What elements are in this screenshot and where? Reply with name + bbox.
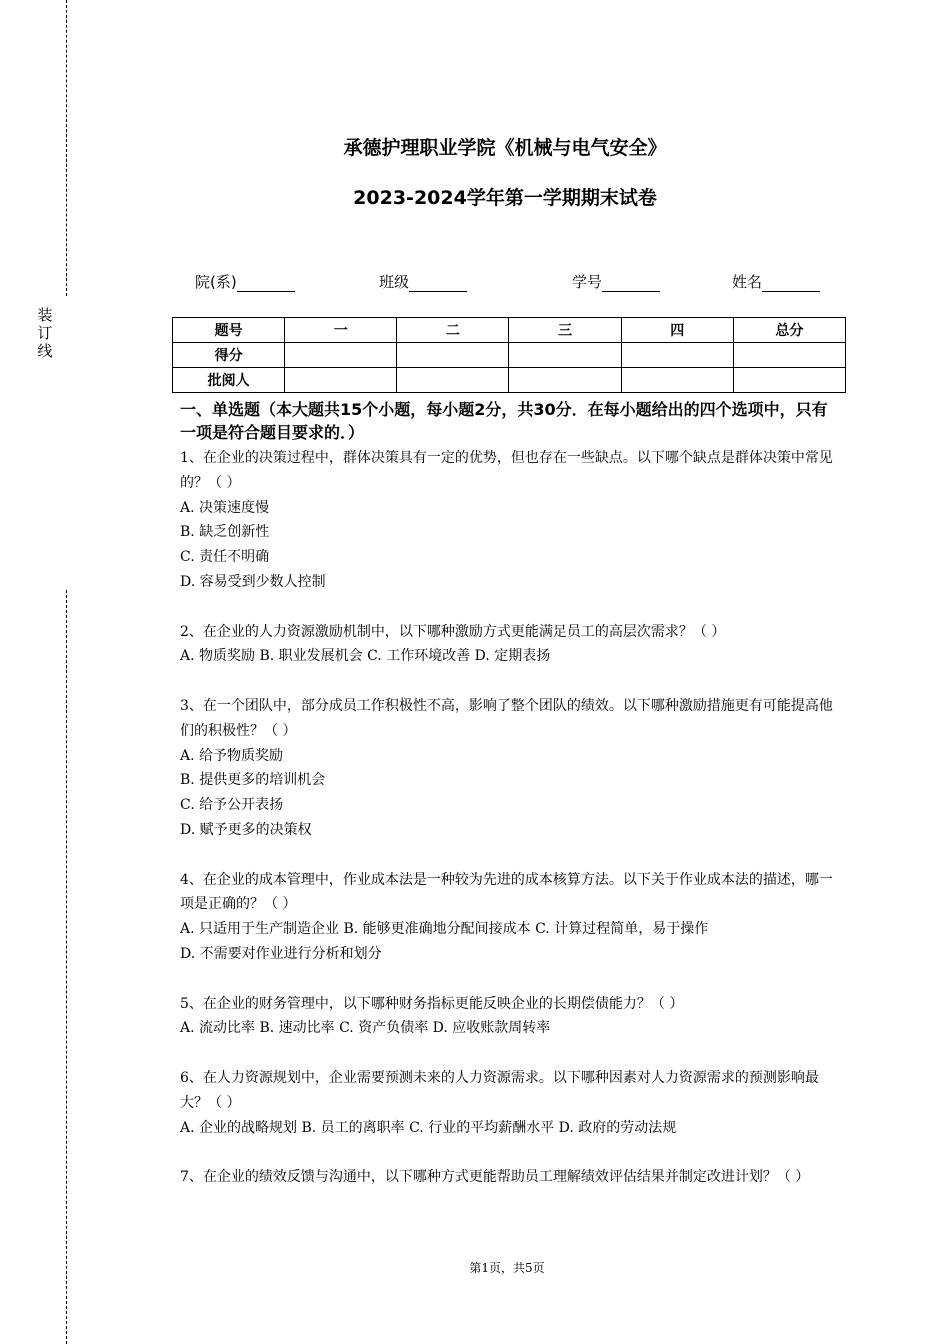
student-id-label: 学号	[572, 273, 603, 291]
question-option: A. 流动比率 B. 速动比率 C. 资产负债率 D. 应收账款周转率	[180, 1020, 551, 1037]
score-cell	[621, 368, 733, 393]
college-field	[195, 271, 295, 292]
score-table-header-row	[173, 318, 846, 343]
question-option: C. 给予公开表扬	[180, 797, 284, 814]
question-item	[180, 446, 840, 595]
question-option: D. 容易受到少数人控制	[180, 573, 326, 590]
question-item	[180, 694, 840, 843]
question-option: D. 赋予更多的决策权	[180, 821, 312, 838]
question-stem: 7、在企业的绩效反馈与沟通中，以下哪种方式更能帮助员工理解绩效评估结果并制定改进计划？（ ）	[180, 1169, 810, 1186]
name-field	[732, 271, 820, 292]
binding-label: 装订线	[37, 306, 53, 360]
question-option: B. 提供更多的培训机会	[180, 772, 326, 789]
section-heading: 一、单选题（本大题共15个小题，每小题2分，共30分．在每小题给出的四个选项中，只有一项是符合题目要求的．）	[180, 400, 828, 442]
question-stem: 3、在一个团队中，部分成员工作积极性不高，影响了整个团队的绩效。以下哪种激励措施更有可能提高他们的积极性？（ ）	[180, 697, 833, 739]
question-option: A. 企业的战略规划 B. 员工的离职率 C. 行业的平均薪酬水平 D. 政府的劳动法规	[180, 1119, 677, 1136]
score-cell	[285, 343, 397, 368]
college-label: 院(系)	[195, 273, 237, 291]
question-option: A. 决策速度慢	[180, 499, 270, 516]
name-blank	[762, 275, 820, 292]
question-item	[180, 1165, 840, 1190]
score-row-label: 批阅人	[173, 368, 285, 393]
question-item	[180, 1066, 840, 1140]
student-info-row	[0, 271, 950, 293]
class-field	[379, 271, 467, 292]
question-stem: 1、在企业的决策过程中，群体决策具有一定的优势，但也存在一些缺点。以下哪个缺点是群体决策中常见的？（ ）	[180, 450, 833, 491]
page-footer: 第1页，共5页	[469, 1261, 545, 1275]
score-cell	[621, 343, 733, 368]
score-cell	[285, 368, 397, 393]
name-label: 姓名	[732, 273, 763, 291]
score-cell	[509, 343, 621, 368]
question-stem: 6、在人力资源规划中，企业需要预测未来的人力资源需求。以下哪种因素对人力资源需求的预测影响最大？（ ）	[180, 1069, 819, 1111]
question-item	[180, 868, 840, 967]
score-cell	[397, 343, 509, 368]
class-blank	[409, 275, 467, 292]
score-cell	[733, 368, 845, 393]
question-option: A. 只适用于生产制造企业 B. 能够更准确地分配间接成本 C. 计算过程简单，易于操作	[180, 921, 709, 938]
question-option: D. 不需要对作业进行分析和划分	[180, 945, 382, 962]
student-id-field	[572, 271, 660, 292]
class-label: 班级	[379, 273, 410, 291]
question-item	[180, 992, 840, 1042]
score-header-cell: 二	[397, 318, 509, 343]
score-cell	[733, 343, 845, 368]
score-header-cell: 四	[621, 318, 733, 343]
question-option: A. 给予物质奖励	[180, 747, 284, 764]
score-header-cell: 题号	[173, 318, 285, 343]
question-list	[180, 446, 840, 1215]
exam-title-line1: 承德护理职业学院《机械与电气安全》	[343, 137, 667, 159]
question-stem: 2、在企业的人力资源激励机制中，以下哪种激励方式更能满足员工的高层次需求？（ ）	[180, 623, 726, 640]
score-cell	[397, 368, 509, 393]
score-table-row	[173, 343, 846, 368]
question-item	[180, 620, 840, 670]
score-header-cell: 三	[509, 318, 621, 343]
question-option: A. 物质奖励 B. 职业发展机会 C. 工作环境改善 D. 定期表扬	[180, 648, 551, 665]
question-stem: 4、在企业的成本管理中，作业成本法是一种较为先进的成本核算方法。以下关于作业成本法的描述，哪一项是正确的？（ ）	[180, 871, 833, 913]
question-option: C. 责任不明确	[180, 549, 270, 566]
score-table	[172, 317, 846, 393]
score-table-row	[173, 368, 846, 393]
question-stem: 5、在企业的财务管理中，以下哪种财务指标更能反映企业的长期偿债能力？（ ）	[180, 995, 684, 1012]
binding-line-bottom	[66, 590, 67, 1344]
question-option: B. 缺乏创新性	[180, 524, 270, 541]
student-id-blank	[602, 275, 660, 292]
score-row-label: 得分	[173, 343, 285, 368]
score-cell	[509, 368, 621, 393]
score-header-cell: 一	[285, 318, 397, 343]
exam-title-line2: 2023-2024学年第一学期期末试卷	[353, 187, 657, 209]
college-blank	[237, 275, 295, 292]
score-header-cell: 总分	[733, 318, 845, 343]
